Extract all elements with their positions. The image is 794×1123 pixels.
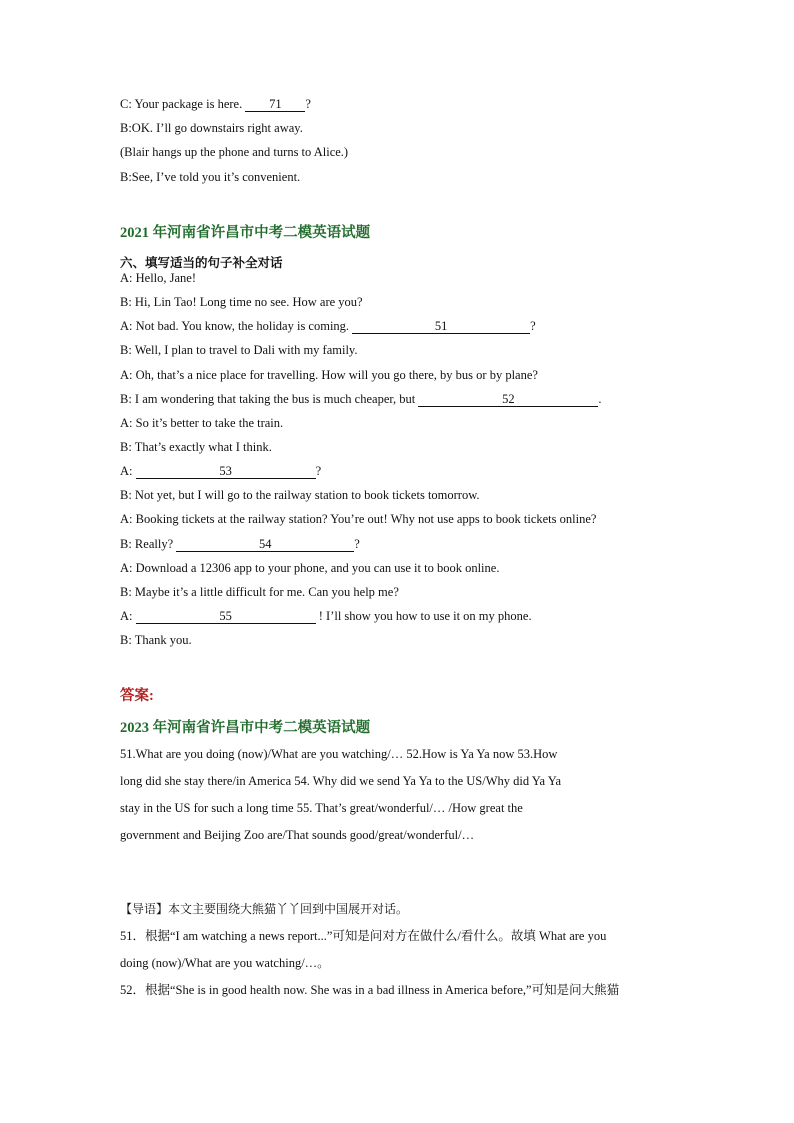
stage-direction: (Blair hangs up the phone and turns to Alice.) (120, 145, 349, 159)
answer-key (120, 741, 680, 849)
blank-number: 71 (269, 97, 282, 111)
answer-blank (418, 392, 598, 407)
line-text: C: Your package is here. (120, 97, 246, 111)
dialog-line: B: Not yet, but I will go to the railway station to book tickets tomorrow. (120, 488, 480, 502)
dialog-line: A: So it’s better to take the train. (120, 416, 284, 430)
answer-blank (136, 464, 316, 479)
answer-blank (352, 319, 530, 334)
line-text: ? (354, 537, 360, 551)
dialog-line: B:See, I’ve told you it’s convenient. (120, 170, 301, 184)
dialog-line: B: Maybe it’s a little difficult for me. Can you help me? (120, 585, 399, 599)
line-text: A: Not bad. You know, the holiday is coming. (120, 319, 353, 333)
dialog-line: A: Download a 12306 app to your phone, and you can use it to book online. (120, 561, 500, 575)
dialog-line: B: Well, I plan to travel to Dali with my family. (120, 343, 358, 357)
line-text: A: (120, 609, 136, 623)
line-text: . (598, 392, 602, 406)
dialog-line: A: Oh, that’s a nice place for travelling. How will you go there, by bus or by plane? (120, 368, 538, 382)
answer-line: 51.What are you doing (now)/What are you watching/… 52.How is Ya Ya now 53.How (120, 747, 558, 761)
section-title: 六、填写适当的句子补全对话 (120, 255, 283, 270)
dialog-line-55 (120, 608, 532, 624)
answer-blank (136, 609, 316, 624)
explanation-line: doing (now)/What are you watching/…。 (120, 956, 330, 970)
dialog-line-52 (120, 391, 602, 407)
explanation-intro: 【导语】本文主要围绕大熊猫丫丫回到中国展开对话。 (120, 902, 409, 916)
blank-number: 51 (434, 319, 448, 333)
explanation-line: 51．根据“I am watching a news report...”可知是问对方在做什么/看什么。故填 What are you (120, 929, 607, 943)
line-text: ? (315, 464, 322, 478)
line-text: A: (120, 464, 136, 478)
line-text: B: Really? (120, 537, 177, 551)
answer-line: stay in the US for such a long time 55. That’s great/wonderful/… /How great the (120, 801, 523, 815)
blank-number: 54 (259, 537, 272, 551)
line-text: ! I’ll show you how to use it on my phone. (315, 609, 532, 623)
answer-line: government and Beijing Zoo are/That sounds good/great/wonderful/… (120, 828, 475, 842)
dialog-line: B: Hi, Lin Tao! Long time no see. How are you? (120, 295, 363, 309)
exam-heading-2021: 2021 年河南省许昌市中考二模英语试题 (120, 225, 371, 241)
line-text: ? (530, 319, 536, 333)
line-text: ? (305, 97, 311, 111)
explanation-line: 52．根据“She is in good health now. She was in a bad illness in America before,”可知是问大熊猫 (120, 983, 620, 997)
dialog-line: A: Booking tickets at the railway station? You’re out! Why not use apps to book tickets online? (120, 512, 597, 526)
blank-number: 52 (502, 392, 515, 406)
blank-number: 55 (219, 609, 232, 623)
dialog-line: A: Hello, Jane! (120, 271, 197, 285)
dialog-line-51 (120, 318, 536, 334)
dialog-line: B: Thank you. (120, 633, 192, 647)
exam-heading-2023: 2023 年河南省许昌市中考二模英语试题 (120, 720, 371, 736)
line-text: B: I am wondering that taking the bus is much cheaper, but (120, 392, 419, 406)
answer-label: 答案: (120, 688, 154, 704)
answer-blank (176, 537, 354, 552)
explanation (120, 896, 680, 1004)
dialog-line-53 (120, 463, 321, 479)
dialog-line-71 (120, 96, 311, 112)
dialog-line-54 (120, 536, 360, 552)
answer-line: long did she stay there/in America 54. Why did we send Ya Ya to the US/Why did Ya Ya (120, 774, 562, 788)
blank-number: 53 (219, 464, 232, 478)
dialog-line: B:OK. I’ll go downstairs right away. (120, 121, 303, 135)
dialog-line: B: That’s exactly what I think. (120, 440, 272, 454)
answer-blank (245, 97, 305, 112)
